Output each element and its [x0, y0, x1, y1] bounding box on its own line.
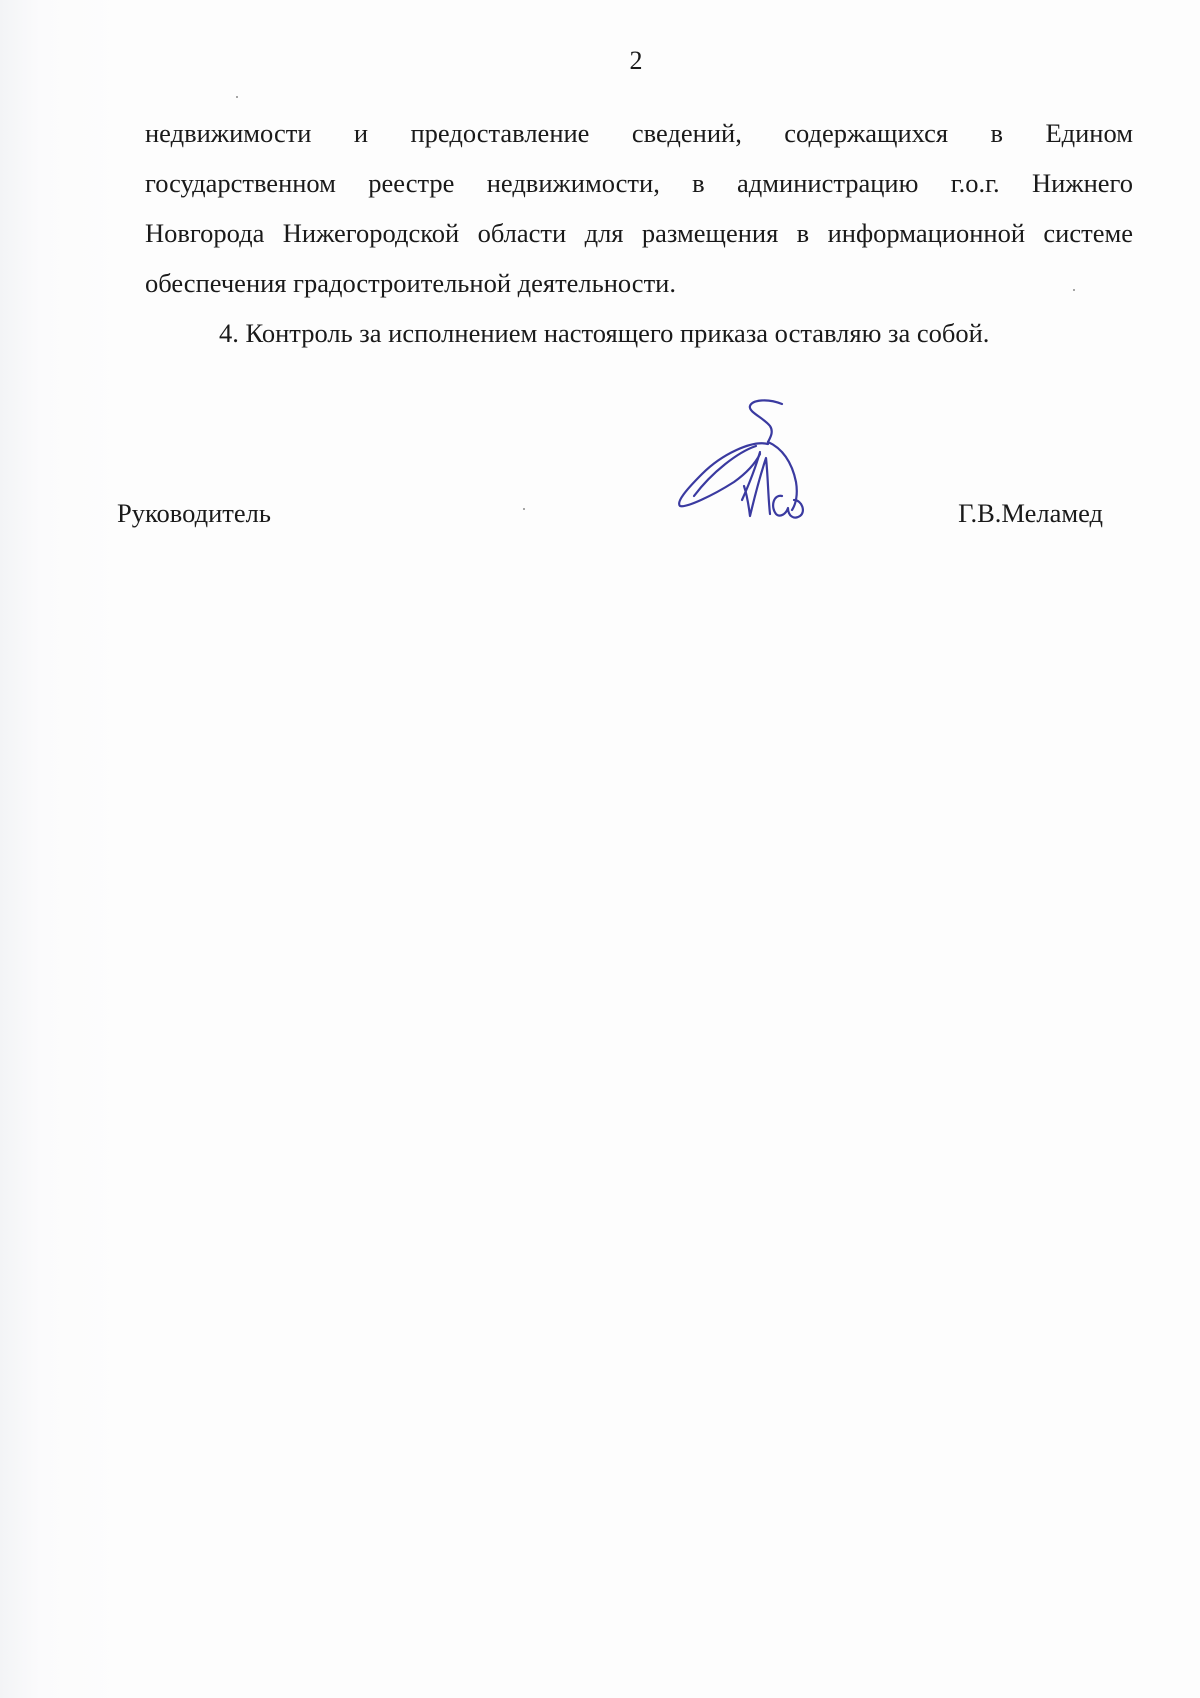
signer-name: Г.В.Меламед [958, 498, 1103, 528]
paragraph-line-4: обеспечения градостроительной деятельности. [145, 268, 676, 298]
paragraph-line-3: Новгорода Нижегородской области для размещения в информационной системе [145, 218, 1133, 248]
paragraph-4: 4. Контроль за исполнением настоящего приказа оставляю за собой. [219, 318, 990, 348]
paragraph-line-2: государственном реестре недвижимости, в администрацию г.о.г. Нижнего [145, 168, 1133, 198]
paragraph-continuation [145, 108, 1133, 308]
scan-speck [1073, 289, 1075, 291]
document-body [145, 108, 1133, 358]
scan-speck [236, 96, 238, 98]
scan-speck [523, 508, 525, 510]
position-title: Руководитель [117, 498, 271, 528]
paragraph-line-1: недвижимости и предоставление сведений, содержащихся в Едином [145, 118, 1133, 148]
signature-row [117, 496, 1103, 536]
page-number: 2 [629, 46, 643, 75]
